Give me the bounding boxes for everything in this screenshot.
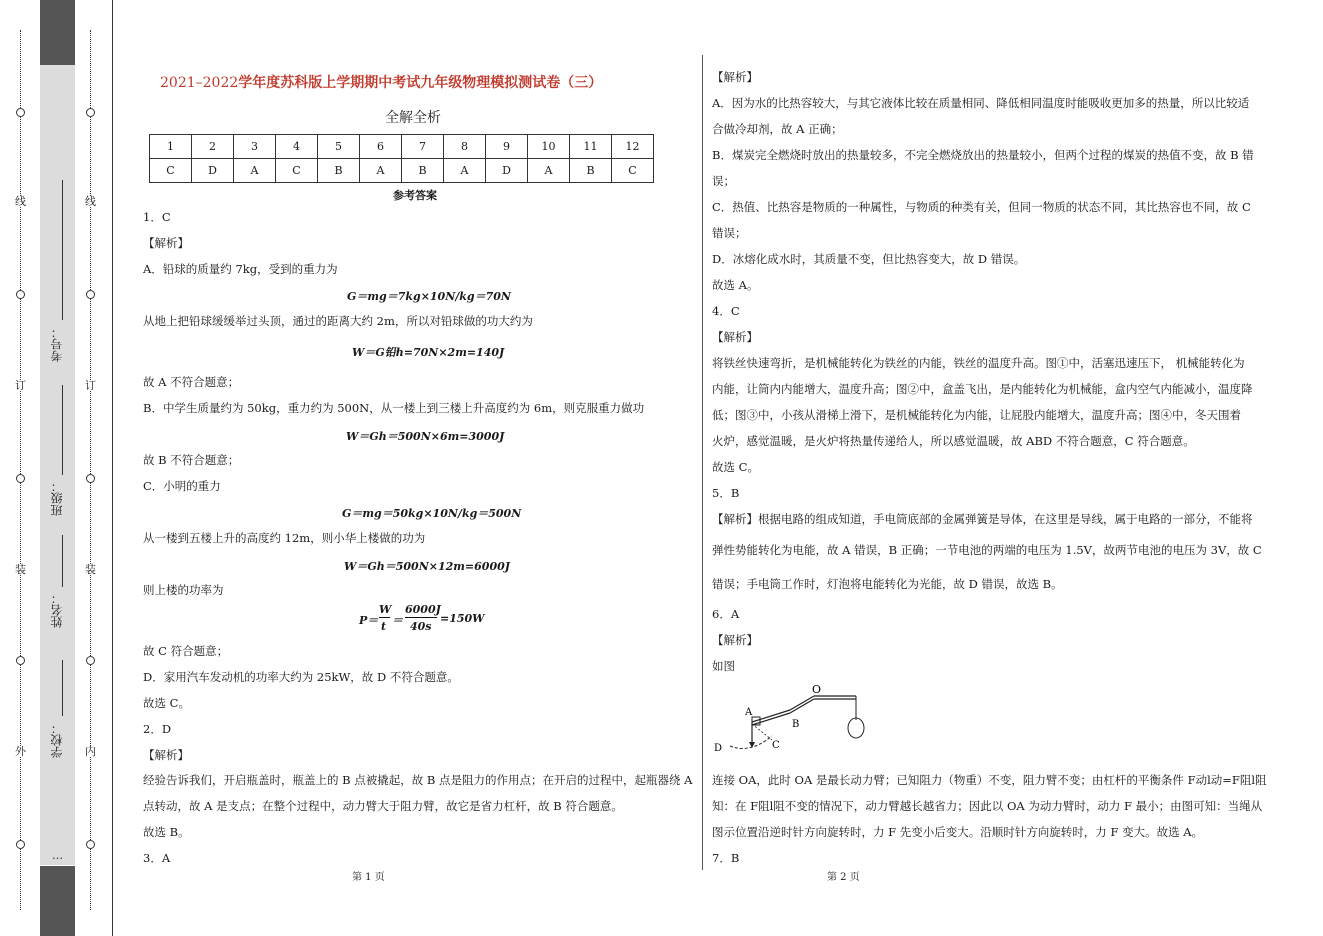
answer-cell: A: [528, 159, 570, 183]
text-line: 故 B 不符合题意；: [143, 453, 240, 467]
exam-number-label: 考号：: [50, 326, 64, 362]
text-line: 错误；: [712, 226, 747, 240]
inner-dotted-line: [90, 30, 91, 910]
binding-hole: [86, 840, 95, 849]
text-line: 故选 B。: [143, 825, 190, 839]
exam-number-line[interactable]: [62, 180, 63, 320]
text-line: 2．D: [143, 722, 172, 736]
text-line: 火炉，感觉温暖，是火炉将热量传递给人，所以感觉温暖，故 ABD 不符合题意，C 符合题意。: [712, 434, 1195, 448]
name-label: 姓名：: [50, 592, 64, 628]
fraction-bar: [405, 617, 437, 618]
text-line: 故选 C。: [712, 460, 759, 474]
page-footer-right: 第 2 页: [827, 872, 860, 883]
school-line[interactable]: [62, 660, 63, 716]
text-line: 从地上把铅球缓缓举过头顶，通过的距离大约 2m，所以对铅球做的功大约为: [143, 314, 533, 328]
answer-cell: B: [570, 159, 612, 183]
binding-hole: [16, 474, 25, 483]
text-line: 故 C 符合题意；: [143, 644, 229, 658]
answer-cell: A: [360, 159, 402, 183]
answer-cell: C: [612, 159, 654, 183]
table-row: [150, 135, 654, 159]
text-line: D．冰熔化成水时，其质量不变，但比热容变大，故 D 错误。: [712, 252, 1026, 266]
page-footer-left: 第 1 页: [352, 872, 385, 883]
text-line: 【解析】: [712, 70, 758, 84]
question-number-cell: 11: [570, 135, 612, 159]
binding-label: 订: [85, 379, 96, 392]
text-line: 错误；手电筒工作时，灯泡将电能转化为光能，故 D 错误，故选 B。: [712, 577, 1063, 591]
binding-hole: [86, 290, 95, 299]
text-line: 点转动，故 A 是支点；在整个过程中，动力臂大于阻力臂，故它是省力杠杆，故 B 符合题意。: [143, 799, 623, 813]
binding-label: 线: [15, 195, 26, 208]
binding-hole: [86, 656, 95, 665]
answer-cell: C: [276, 159, 318, 183]
title-year: 2021–2022: [160, 75, 239, 91]
text-line: 将铁丝快速弯折，是机械能转化为铁丝的内能，铁丝的温度升高。图①中，活塞迅速压下， 机械能转化为: [712, 356, 1245, 370]
binding-label: 外: [15, 745, 26, 758]
text-line: B．中学生质量约为 50kg，重力约为 500N，从一楼上到三楼上升高度约为 6m，则克服重力做功: [143, 401, 645, 415]
equation-text: W＝Gh＝500N×6m=3000J: [346, 430, 505, 443]
binding-hole: [86, 108, 95, 117]
answer-table: [149, 134, 654, 183]
equation-text: =150W: [440, 612, 485, 625]
name-line[interactable]: [62, 535, 63, 587]
binding-ellipsis: …: [52, 849, 63, 862]
text-line: A．因为水的比热容较大，与其它液体比较在质量相同、降低相同温度时能吸收更加多的热量，所以比较适: [712, 96, 1250, 110]
text-line: C．热值、比热容是物质的一种属性，与物质的种类有关，但同一物质的状态不同，其比热容也不同，故 C: [712, 200, 1251, 214]
text-line: 【解析】: [143, 748, 189, 762]
question-number-cell: 10: [528, 135, 570, 159]
text-line: 内能，让筒内内能增大，温度升高；图②中，盒盖飞出，是内能转化为机械能，盒内空气内能减小，温度降: [712, 382, 1253, 396]
binding-hole: [16, 656, 25, 665]
equation-text: t: [381, 620, 387, 633]
question-number-cell: 9: [486, 135, 528, 159]
text-line: A．铅球的质量约 7kg，受到的重力为: [143, 262, 338, 276]
text-line: 3．A: [143, 851, 171, 865]
figure-label-b: B: [792, 719, 800, 730]
text-line: 6．A: [712, 607, 740, 621]
binding-hole: [86, 474, 95, 483]
question-number-cell: 5: [318, 135, 360, 159]
text-line: 4．C: [712, 304, 740, 318]
title-main: 学年度苏科版上学期期中考试九年级物理模拟测试卷（三）: [238, 75, 603, 91]
text-line: 从一楼到五楼上升的高度约 12m，则小华上楼做的功为: [143, 531, 426, 545]
lever-figure: [710, 684, 880, 754]
column-divider: [702, 55, 703, 870]
answer-cell: B: [402, 159, 444, 183]
figure-label-a: A: [745, 707, 753, 718]
answer-cell: D: [192, 159, 234, 183]
binding-label: 内: [85, 745, 96, 758]
text-line: 低；图③中，小孩从滑梯上滑下，是机械能转化为内能，让屁股内能增大，温度升高；图④中，冬天围着: [712, 408, 1241, 422]
binding-label: 装: [85, 563, 96, 576]
text-line: 1．C: [143, 210, 171, 224]
equation-text: G＝mg＝50kg×10N/kg＝500N: [342, 507, 522, 520]
binding-label: 装: [15, 563, 26, 576]
equation-text: ＝: [392, 614, 403, 627]
figure-label-c: C: [772, 740, 780, 751]
question-number-cell: 1: [150, 135, 192, 159]
binding-frame-line: [112, 0, 113, 936]
text-line: 则上楼的功率为: [143, 583, 224, 597]
binding-margin: [0, 0, 112, 936]
text-line: 故选 A。: [712, 278, 759, 292]
binding-bar-top: [40, 0, 75, 65]
text-line: 【解析】: [712, 330, 758, 344]
question-number-cell: 2: [192, 135, 234, 159]
answer-cell: B: [318, 159, 360, 183]
text-line: 故选 C。: [143, 696, 190, 710]
binding-hole: [16, 290, 25, 299]
equation-text: W＝Gh＝500N×12m=6000J: [344, 560, 510, 573]
answer-cell: A: [234, 159, 276, 183]
text-line: 合做冷却剂，故 A 正确；: [712, 122, 843, 136]
text-line: 如图: [712, 659, 735, 673]
fraction-bar: [379, 617, 390, 618]
equation-text: P＝: [359, 614, 379, 627]
text-line: 5．B: [712, 486, 740, 500]
question-number-cell: 4: [276, 135, 318, 159]
text-line: D．家用汽车发动机的功率大约为 25kW，故 D 不符合题意。: [143, 670, 459, 684]
equation-text: W＝G铅h=70N×2m=140J: [352, 346, 505, 359]
left-dotted-line: [20, 30, 21, 910]
school-label: 学校：: [50, 722, 64, 758]
equation-text: G＝mg＝7kg×10N/kg＝70N: [347, 290, 511, 303]
text-line: 【解析】: [143, 236, 189, 250]
binding-label: 线: [85, 195, 96, 208]
equation-text: W: [379, 603, 392, 616]
answer-cell: D: [486, 159, 528, 183]
text-line: B．煤炭完全燃烧时放出的热量较多，不完全燃烧放出的热量较小，但两个过程的煤炭的热值不变，故 B 错: [712, 148, 1254, 162]
question-number-cell: 7: [402, 135, 444, 159]
text-line: 误；: [712, 174, 735, 188]
text-line: 图示位置沿逆时针方向旋转时，力 F 先变小后变大。沿顺时针方向旋转时，力 F 变大。故选 A。: [712, 825, 1204, 839]
text-line: 【解析】: [712, 633, 758, 647]
table-row: [150, 159, 654, 183]
equation-text: 40s: [410, 620, 432, 633]
text-line: 【解析】根据电路的组成知道，手电筒底部的金属弹簧是导体，在这里是导线，属于电路的一部分，不能将: [712, 512, 1253, 526]
question-number-cell: 8: [444, 135, 486, 159]
text-line: 连接 OA，此时 OA 是最长动力臂；已知阻力（物重）不变，阻力臂不变；由杠杆的平衡条件 F动l动=F阻l阻: [712, 773, 1267, 787]
question-number-cell: 6: [360, 135, 402, 159]
question-number-cell: 3: [234, 135, 276, 159]
binding-bar-bottom: [40, 866, 75, 936]
binding-hole: [16, 840, 25, 849]
text-line: 故 A 不符合题意；: [143, 375, 240, 389]
equation-text: 6000J: [405, 603, 441, 616]
text-line: C．小明的重力: [143, 479, 221, 493]
page-title: [160, 72, 602, 92]
text-line: 弹性势能转化为电能，故 A 错误，B 正确；一节电池的两端的电压为 1.5V，故两节电池的电压为 3V，故 C: [712, 543, 1262, 557]
figure-label-d: D: [714, 743, 723, 754]
text-line: 7．B: [712, 851, 740, 865]
answer-cell: A: [444, 159, 486, 183]
figure-label-o: O: [812, 684, 822, 696]
answer-table-caption: 参考答案: [393, 189, 437, 202]
text-line: 经验告诉我们，开启瓶盖时，瓶盖上的 B 点被撬起，故 B 点是阻力的作用点；在开启的过程中，起瓶器绕 A: [143, 773, 693, 787]
binding-hole: [16, 108, 25, 117]
class-label: 班级：: [50, 480, 64, 516]
binding-label: 订: [15, 379, 26, 392]
class-line[interactable]: [62, 385, 63, 475]
answer-cell: C: [150, 159, 192, 183]
question-number-cell: 12: [612, 135, 654, 159]
page-subtitle: 全解全析: [385, 110, 441, 126]
text-line: 知：在 F阻l阻不变的情况下，动力臂越长越省力；因此以 OA 为动力臂时，动力 F 最小；由图可知：当绳从: [712, 799, 1263, 813]
